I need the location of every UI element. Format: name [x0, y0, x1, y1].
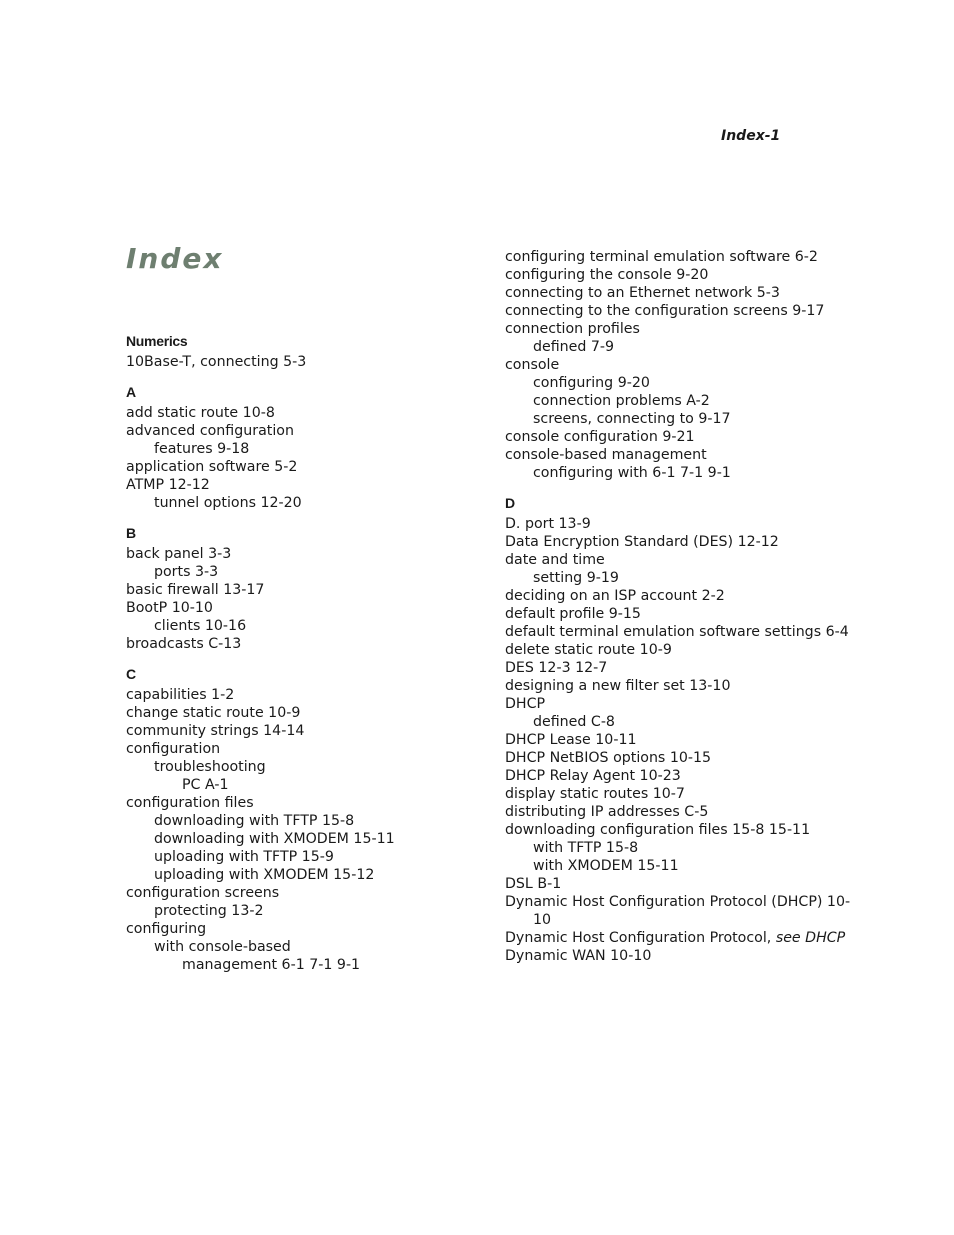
- index-subentry: features 9-18: [154, 441, 250, 457]
- index-entry-see-reference: [505, 929, 845, 947]
- index-entry: designing a new filter set 13-10: [505, 678, 731, 694]
- index-entry: ATMP 12-12: [126, 477, 210, 493]
- index-entry: broadcasts C-13: [126, 636, 242, 652]
- index-subentry: uploading with TFTP 15-9: [154, 849, 334, 865]
- index-entry: add static route 10-8: [126, 405, 275, 421]
- index-entry: DSL B-1: [505, 876, 562, 892]
- index-entry: connection profiles: [505, 321, 640, 337]
- section-heading-a: A: [126, 384, 136, 400]
- index-entry: configuring terminal emulation software 6-2: [505, 249, 818, 265]
- index-entry: change static route 10-9: [126, 705, 301, 721]
- index-subentry: connection problems A-2: [533, 393, 710, 409]
- index-entry: console: [505, 357, 560, 373]
- index-subentry: configuring 9-20: [533, 375, 650, 391]
- index-entry: back panel 3-3: [126, 546, 232, 562]
- index-subentry: configuring with 6-1 7-1 9-1: [533, 465, 731, 481]
- see-reference: see DHCP: [775, 930, 846, 946]
- index-subentry: downloading with XMODEM 15-11: [154, 831, 395, 847]
- index-subentry: setting 9-19: [533, 570, 619, 586]
- index-entry: date and time: [505, 552, 605, 568]
- section-heading-c: C: [126, 666, 136, 682]
- index-subentry: ports 3-3: [154, 564, 219, 580]
- index-entry: configuration screens: [126, 885, 280, 901]
- index-right-column: [505, 248, 851, 965]
- index-entry: Dynamic Host Configuration Protocol (DHCP) 10-: [505, 894, 851, 910]
- index-entry: configuration: [126, 741, 221, 757]
- index-entry-text: Dynamic Host Configuration Protocol,: [505, 930, 776, 946]
- running-header-page-label: Index-1: [721, 128, 781, 144]
- index-subentry: with TFTP 15-8: [533, 840, 639, 856]
- index-entry: console configuration 9-21: [505, 429, 695, 445]
- index-entry: connecting to an Ethernet network 5-3: [505, 285, 780, 301]
- section-heading-b: B: [126, 525, 136, 541]
- index-entry: Data Encryption Standard (DES) 12-12: [505, 534, 779, 550]
- index-entry: DHCP: [505, 696, 546, 712]
- index-entry: console-based management: [505, 447, 707, 463]
- index-entry: configuring: [126, 921, 207, 937]
- section-heading-numerics: Numerics: [126, 333, 188, 349]
- index-entry: BootP 10-10: [126, 600, 213, 616]
- index-subsubentry: PC A-1: [182, 777, 229, 793]
- index-entry: DHCP NetBIOS options 10-15: [505, 750, 712, 766]
- index-entry: deciding on an ISP account 2-2: [505, 588, 725, 604]
- index-subentry: screens, connecting to 9-17: [533, 411, 731, 427]
- section-heading-d: D: [505, 495, 515, 511]
- index-entry: delete static route 10-9: [505, 642, 672, 658]
- index-entry: display static routes 10-7: [505, 786, 685, 802]
- index-subentry: downloading with TFTP 15-8: [154, 813, 355, 829]
- index-entry: DHCP Relay Agent 10-23: [505, 768, 681, 784]
- index-entry: configuration files: [126, 795, 254, 811]
- index-subentry: defined C-8: [533, 714, 615, 730]
- index-entry: DES 12-3 12-7: [505, 660, 608, 676]
- index-subentry: tunnel options 12-20: [154, 495, 302, 511]
- index-entry: downloading configuration files 15-8 15-11: [505, 822, 811, 838]
- index-entry: application software 5-2: [126, 459, 298, 475]
- index-subentry: protecting 13-2: [154, 903, 264, 919]
- index-subentry: with console-based: [154, 939, 291, 955]
- index-subentry: uploading with XMODEM 15-12: [154, 867, 375, 883]
- index-subentry: clients 10-16: [154, 618, 247, 634]
- index-subsubentry: management 6-1 7-1 9-1: [182, 957, 361, 973]
- index-entry: Dynamic WAN 10-10: [505, 948, 652, 964]
- index-entry: basic firewall 13-17: [126, 582, 265, 598]
- index-entry: community strings 14-14: [126, 723, 305, 739]
- index-entry: distributing IP addresses C-5: [505, 804, 709, 820]
- index-entry: D. port 13-9: [505, 516, 591, 532]
- index-entry: connecting to the configuration screens 9-17: [505, 303, 825, 319]
- index-entry: default terminal emulation software settings 6-4: [505, 624, 849, 640]
- index-subentry: with XMODEM 15-11: [533, 858, 679, 874]
- index-entry: advanced configuration: [126, 423, 294, 439]
- index-subentry: troubleshooting: [154, 759, 266, 775]
- page-title: Index: [126, 242, 224, 275]
- index-left-column: [126, 332, 486, 974]
- index-entry: capabilities 1-2: [126, 687, 235, 703]
- index-entry: DHCP Lease 10-11: [505, 732, 637, 748]
- index-entry: 10Base-T, connecting 5-3: [126, 354, 307, 370]
- index-entry: configuring the console 9-20: [505, 267, 709, 283]
- index-entry: default profile 9-15: [505, 606, 641, 622]
- index-entry-wrap: 10: [533, 912, 552, 928]
- index-subentry: defined 7-9: [533, 339, 615, 355]
